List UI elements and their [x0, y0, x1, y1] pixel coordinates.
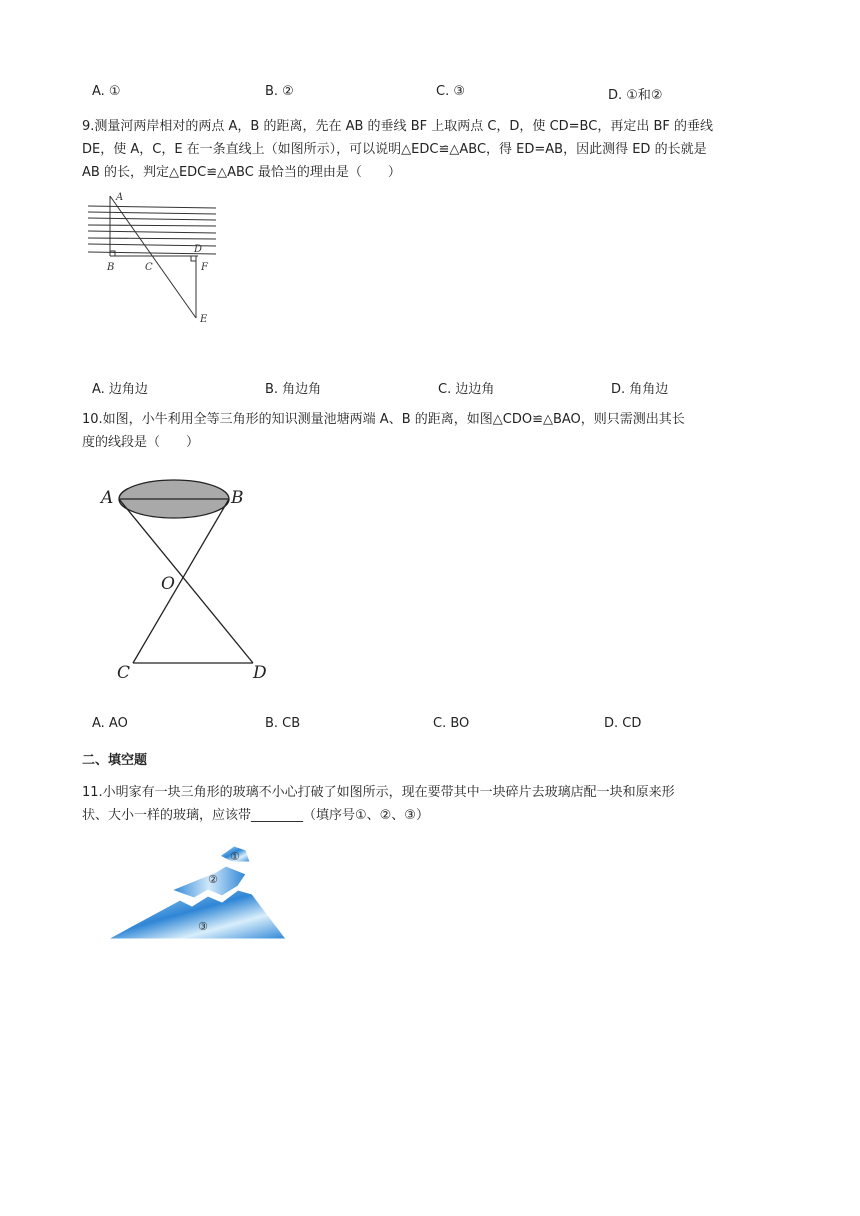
- q10-option-a[interactable]: A. AO: [92, 716, 128, 731]
- label-piece-1: ①: [230, 850, 240, 863]
- q8-option-b[interactable]: B. ②: [265, 84, 294, 99]
- q10-option-c[interactable]: C. BO: [433, 716, 470, 731]
- q9-option-b[interactable]: B. 角边角: [265, 382, 322, 397]
- q8-option-c[interactable]: C. ③: [436, 84, 465, 99]
- q9-text-line2: DE，使 A，C，E 在一条直线上（如图所示），可以说明△EDC≌△ABC，得 ED=AB，因此测得 ED 的长就是: [82, 142, 707, 157]
- q10-question: [82, 408, 782, 454]
- q9-text-line3: AB 的长，判定△EDC≌△ABC 最恰当的理由是（ ）: [82, 165, 401, 180]
- river-line: [88, 206, 216, 208]
- q11-text-line2: 状、大小一样的玻璃，应该带________（填序号①、②、③）: [82, 808, 429, 823]
- q10-option-d[interactable]: D. CD: [604, 716, 642, 731]
- q10-options: [0, 716, 860, 736]
- label-piece-3: ③: [198, 920, 208, 933]
- q8-option-a[interactable]: A. ①: [92, 84, 121, 99]
- q10-text-line2: 度的线段是（ ）: [82, 435, 200, 450]
- q10-text-line1: 10.如图，小牛利用全等三角形的知识测量池塘两端 A、B 的距离，如图△CDO≌△BAO，则只需测出其长: [82, 412, 685, 427]
- label-a: A: [116, 192, 124, 203]
- river-line: [88, 238, 216, 239]
- q9-option-a[interactable]: A. 边角边: [92, 382, 148, 397]
- right-angle-d: [191, 256, 196, 261]
- q10-option-b[interactable]: B. CB: [265, 716, 301, 731]
- q9-text-line1: 9.测量河两岸相对的两点 A，B 的距离，先在 AB 的垂线 BF 上取两点 C，D，使 CD=BC，再定出 BF 的垂线: [82, 119, 713, 134]
- label-b: B: [231, 488, 244, 508]
- q11-broken-glass-figure: [100, 838, 295, 948]
- label-o: O: [161, 574, 175, 594]
- glass-piece-3: [108, 890, 286, 939]
- river-line: [88, 231, 216, 233]
- label-d: D: [194, 244, 203, 255]
- q9-river-figure: [80, 188, 225, 333]
- q9-question: [82, 115, 782, 184]
- label-a: A: [101, 488, 114, 508]
- q10-pond-figure: [95, 478, 280, 683]
- label-c: C: [117, 663, 131, 683]
- section-heading: 二、填空题: [82, 753, 148, 768]
- river-line: [88, 212, 216, 214]
- segment-ae: [110, 196, 196, 318]
- q9-options: [0, 378, 860, 398]
- label-d: D: [253, 663, 267, 683]
- q9-option-c[interactable]: C. 边边角: [438, 382, 495, 397]
- label-c: C: [145, 262, 153, 273]
- river-line: [88, 218, 216, 220]
- label-piece-2: ②: [208, 873, 218, 886]
- label-b: B: [107, 262, 115, 273]
- q9-option-d[interactable]: D. 角角边: [611, 382, 669, 397]
- segment-bc: [133, 499, 229, 663]
- label-f: F: [201, 262, 208, 273]
- q8-options: [0, 84, 860, 104]
- river-line: [88, 225, 216, 226]
- segment-ad: [119, 499, 253, 663]
- q11-question: [82, 781, 782, 827]
- q11-text-line1: 11.小明家有一块三角形的玻璃不小心打破了如图所示，现在要带其中一块碎片去玻璃店配一块和原来形: [82, 785, 675, 800]
- q8-option-d[interactable]: D. ①和②: [608, 88, 663, 103]
- label-e: E: [200, 314, 208, 325]
- right-angle-b: [110, 251, 115, 256]
